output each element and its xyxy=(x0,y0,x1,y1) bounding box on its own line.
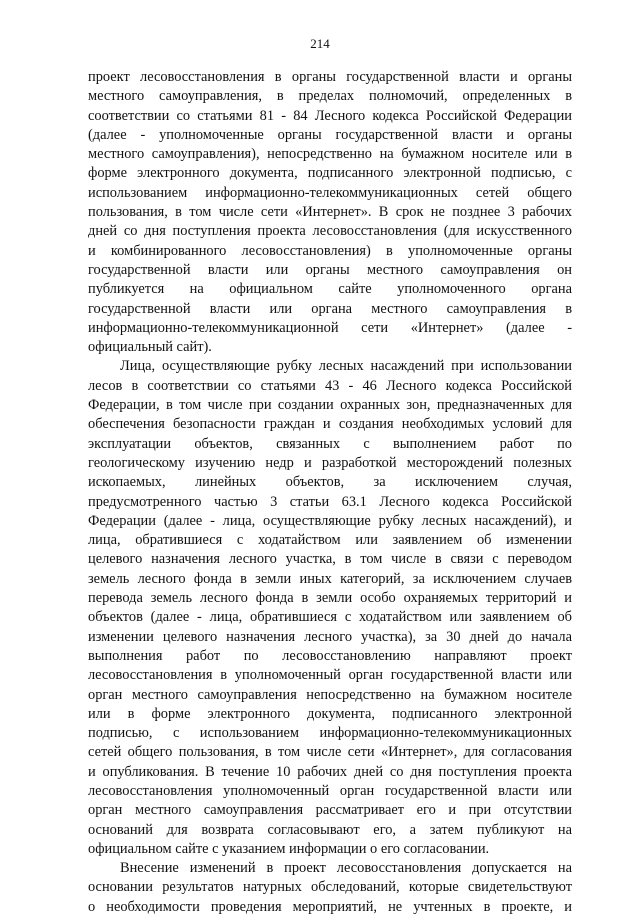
text-line: использованием информационно-телекоммуникационных сетей общего xyxy=(88,184,572,201)
text-line: земель лесного фонда в земли иных категорий, за исключением случаев xyxy=(88,570,572,587)
text-line: эксплуатации объектов, связанных с выполнением работ по xyxy=(88,435,572,452)
paragraph xyxy=(88,859,572,917)
text-line: или в форме электронного документа, подписанного электронной xyxy=(88,705,572,722)
text-line: лесов в соответствии со статьями 43 - 46 Лесного кодекса Российской xyxy=(88,377,572,394)
text-line: оснований для возврата согласовывают его, а затем публикуют на xyxy=(88,821,572,838)
text-line: целевого назначения лесного участка, в том числе в связи с переводом xyxy=(88,551,572,568)
text-line: проект лесовосстановления в органы государственной власти и органы xyxy=(88,69,572,85)
text-line: публикуется на официальном сайте уполномоченного органа xyxy=(88,281,572,298)
text-line: Федерации (далее - лица, осуществляющие рубку лесных насаждений), и xyxy=(88,512,572,529)
text-line: официальный сайт). xyxy=(88,339,212,356)
text-line: Федерации, в том числе при создании охранных зон, предназначенных для xyxy=(88,397,572,414)
text-line: форме электронного документа, подписанного электронной подписью, с xyxy=(88,165,572,182)
document-body xyxy=(88,68,572,917)
text-line: и опубликования. В течение 10 рабочих дней со дня поступления проекта xyxy=(88,763,572,780)
text-line: лесовосстановления уполномоченный орган государственной власти или xyxy=(88,782,572,799)
text-line: лица, обратившиеся с ходатайством или заявлением об изменении xyxy=(88,532,572,549)
text-line: лесовосстановления в уполномоченный орган государственной власти или xyxy=(88,667,572,684)
text-line: государственной власти или органа местного самоуправления в xyxy=(88,300,572,317)
text-line: выполнения работ по лесовосстановлению направляют проект xyxy=(88,647,572,664)
paragraph xyxy=(88,68,572,357)
text-line: предусмотренного частью 3 статьи 63.1 Лесного кодекса Российской xyxy=(88,493,572,510)
text-line: сетей общего пользования, в том числе сети «Интернет», для согласования xyxy=(88,744,572,761)
text-line: Внесение изменений в проект лесовосстановления допускается на xyxy=(120,860,572,877)
text-line: местного самоуправления), непосредственно на бумажном носителе или в xyxy=(88,146,572,163)
text-line: соответствии со статьями 81 - 84 Лесного кодекса Российской Федерации xyxy=(88,107,572,124)
text-line: подписью, с использованием информационно-телекоммуникационных xyxy=(88,725,572,742)
text-line: геологическому изучению недр и разработкой месторождений полезных xyxy=(88,454,572,471)
page-number: 214 xyxy=(310,36,330,51)
text-line: ископаемых, линейных объектов, за исключением случая, xyxy=(88,474,572,491)
paragraph xyxy=(88,357,572,859)
text-line: информационно-телекоммуникационной сети «Интернет» (далее - xyxy=(88,319,572,336)
text-line: дней со дня поступления проекта лесовосстановления (для искусственного xyxy=(88,223,572,240)
text-line: обеспечения безопасности граждан и создания необходимых условий для xyxy=(88,416,572,433)
text-line: о необходимости проведения мероприятий, не учтенных в проекте, и xyxy=(88,898,572,915)
text-line: Лица, осуществляющие рубку лесных насаждений при использовании xyxy=(120,358,572,375)
text-line: местного самоуправления, в пределах полномочий, определенных в xyxy=(88,88,572,105)
text-line: (далее - уполномоченные органы государственной власти и органы xyxy=(88,126,572,143)
text-line: основании результатов натурных обследований, которые свидетельствуют xyxy=(88,879,572,896)
text-line: пользования, в том числе сети «Интернет». В срок не позднее 3 рабочих xyxy=(88,204,572,221)
text-line: государственной власти или органы местного самоуправления он xyxy=(88,261,572,278)
text-line: изменении целевого назначения лесного участка), за 30 дней до начала xyxy=(88,628,572,645)
text-line: орган местного самоуправления рассматривает его и при отсутствии xyxy=(88,802,572,819)
text-line: перевода земель лесного фонда в земли особо охраняемых территорий и xyxy=(88,590,572,607)
text-line: и комбинированного лесовосстановления) в уполномоченные органы xyxy=(88,242,572,259)
text-line: официальном сайте с указанием информации о его согласовании. xyxy=(88,840,490,857)
text-line: орган местного самоуправления непосредственно на бумажном носителе xyxy=(88,686,572,703)
text-line: объектов (далее - лица, обратившиеся с ходатайством или заявлением об xyxy=(88,609,572,626)
